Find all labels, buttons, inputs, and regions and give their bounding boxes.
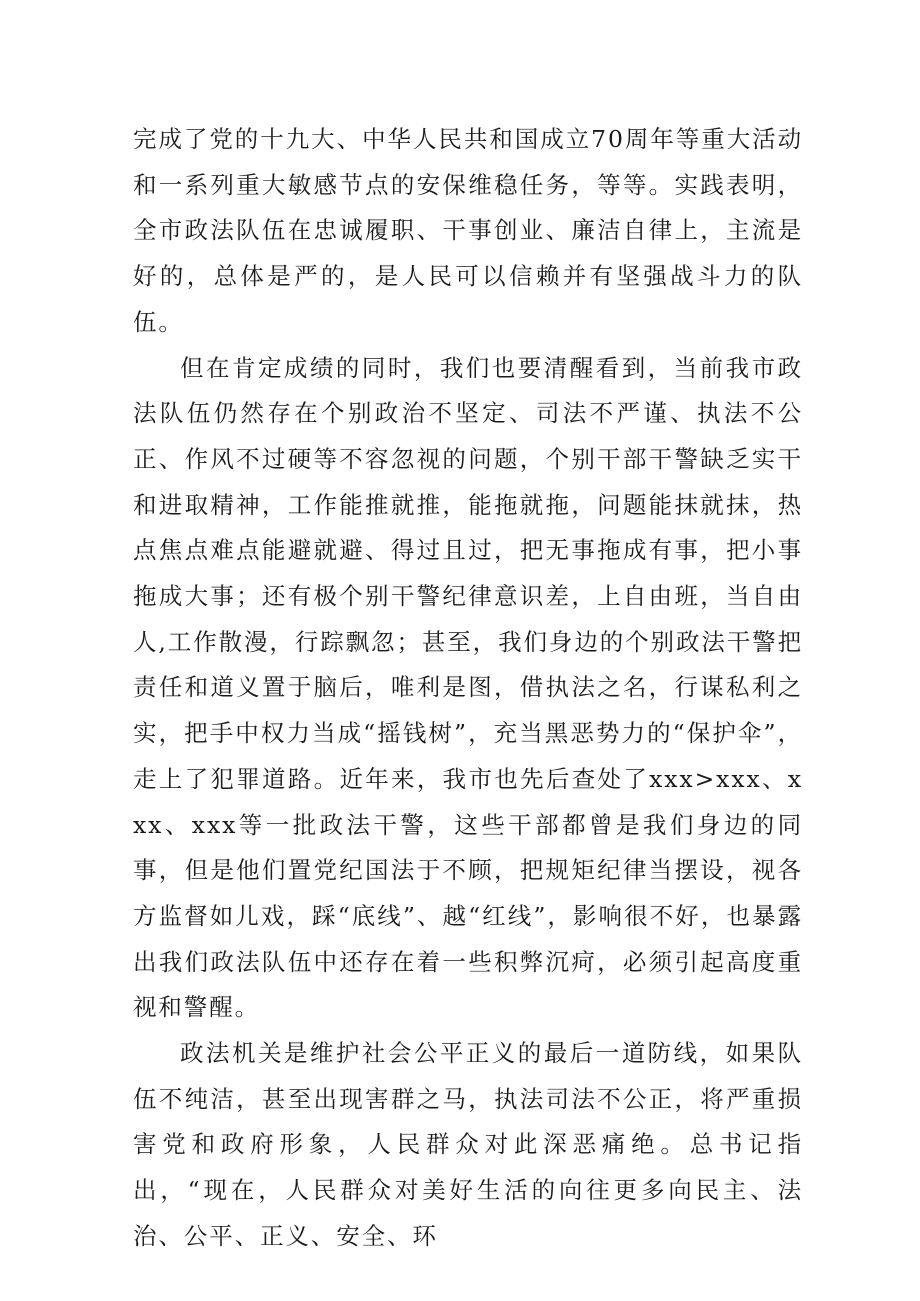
paragraph-continuation: 完成了党的十九大、中华人民共和国成立70周年等重大活动和一系列重大敏感节点的安保维稳任务，等等。实践表明，全市政法队伍在忠诚履职、干事创业、廉洁自律上，主流是好的，总体是严的，是人民可以信赖并有坚强战斗力的队伍。	[133, 125, 803, 336]
document-body	[133, 117, 803, 1260]
paragraph-problems: 但在肯定成绩的同时，我们也要清醒看到，当前我市政法队伍仍然存在个别政治不坚定、司法不严谨、执法不公正、作风不过硬等不容忽视的问题，个别干部干警缺乏实干和进取精神，工作能推就推，能拖就拖，问题能抹就抹，热点焦点难点能避就避、得过且过，把无事拖成有事，把小事拖成大事；还有极个别干警纪律意识差，上自由班，当自由人,工作散漫，行踪飘忽；甚至，我们身边的个别政法干警把责任和道义置于脑后，唯利是图，借执法之名，行谋私利之实，把手中权力当成“摇钱树”，充当黑恶势力的“保护伞”，走上了犯罪道路。近年来，我市也先后查处了xxx>xxx、xxx、xxx等一批政法干警，这些干部都曾是我们身边的同事，但是他们置党纪国法于不顾，把规矩纪律当摆设，视各方监督如儿戏，踩“底线”、越“红线”，影响很不好，也暴露出我们政法队伍中还存在着一些积弊沉疴，必须引起高度重视和警醒。	[133, 353, 803, 1022]
paragraph-last-defense: 政法机关是维护社会公平正义的最后一道防线，如果队伍不纯洁，甚至出现害群之马，执法司法不公正，将严重损害党和政府形象，人民群众对此深恶痛绝。总书记指出，“现在，人民群众对美好生活的向往更多向民主、法治、公平、正义、安全、环	[133, 1039, 803, 1250]
